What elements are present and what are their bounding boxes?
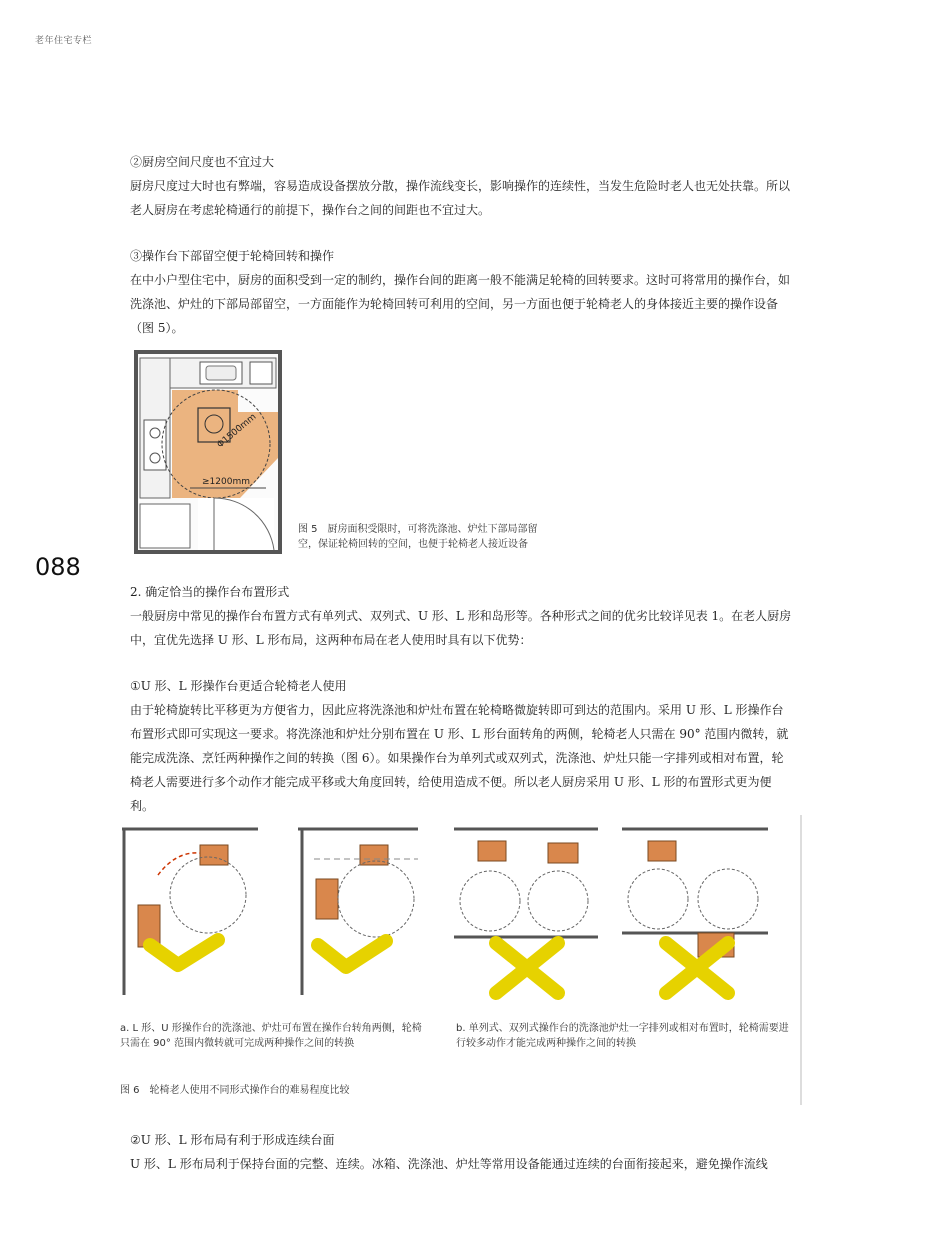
- figure-6b-caption: b. 单列式、双列式操作台的洗涤池炉灶一字排列或相对布置时，轮椅需要进行较多动作才能完成两种操作之间的转换: [456, 1023, 789, 1049]
- figure-6a-caption: a. L 形、U 形操作台的洗涤池、炉灶可布置在操作台转角两侧，轮椅只需在 90° 范围内微转就可完成两种操作之间的转换: [120, 1023, 422, 1049]
- dimension-width-label: ≥1200mm: [202, 477, 250, 487]
- section-u-l-wheelchair: [130, 674, 795, 818]
- page-number: 088: [35, 553, 81, 581]
- section-body: 由于轮椅旋转比平移更为方便省力，因此应将洗涤池和炉灶布置在轮椅略微旋转即可到达的范围内。采用 U 形、L 形操作台布置形式即可实现这一要求。将洗涤池和炉灶分别布置在 U 形、L 形台面转角的两侧，轮椅老人只需在 90° 范围内微转，就能完成洗涤、烹饪两种操作之间的转换（图 6）。如果操作台为单列式或双列式，洗涤池、炉灶只能一字排列或相对布置，轮椅老人需要进行多个动作才能完成平移或大角度回转，给使用造成不便。所以老人厨房采用 U 形、L 形的布置形式更为便利。: [130, 703, 789, 813]
- section-heading: ③操作台下部留空便于轮椅回转和操作: [130, 249, 335, 263]
- running-header: 老年住宅专栏: [35, 36, 93, 46]
- section-continuous-counter: [130, 1128, 795, 1176]
- section-heading: ①U 形、L 形操作台更适合轮椅老人使用: [130, 679, 347, 693]
- dimension-circle-label: Φ1500mm: [215, 412, 259, 451]
- section-body: 厨房尺度过大时也有弊端，容易造成设备摆放分散，操作流线变长，影响操作的连续性，当发生危险时老人也无处扶靠。所以老人厨房在考虑轮椅通行的前提下，操作台之间的间距也不宜过大。: [130, 179, 791, 217]
- figure-5-caption: 图 5 厨房面积受限时，可将洗涤池、炉灶下部局部留空，保证轮椅回转的空间，也便于轮椅老人接近设备: [298, 524, 538, 550]
- section-body: 在中小户型住宅中，厨房的面积受到一定的制约，操作台间的距离一般不能满足轮椅的回转要求。这时可将常用的操作台，如洗涤池、炉灶的下部局部留空，一方面能作为轮椅回转可利用的空间，另一方面也便于轮椅老人的身体接近主要的操作设备（图 5）。: [130, 273, 791, 335]
- section-layout-choice: [130, 580, 795, 652]
- figure-6: [118, 815, 803, 1107]
- section-body: 一般厨房中常见的操作台布置方式有单列式、双列式、U 形、L 形和岛形等。各种形式之间的优劣比较详见表 1。在老人厨房中，宜优先选择 U 形、L 形布局，这两种布局在老人使用时具有以下优势：: [130, 609, 792, 647]
- section-heading: ②U 形、L 形布局有利于形成连续台面: [130, 1133, 335, 1147]
- section-body: U 形、L 形布局利于保持台面的完整、连续。冰箱、洗涤池、炉灶等常用设备能通过连续的台面衔接起来，避免操作流线: [130, 1157, 768, 1171]
- figure-6-caption: 图 6 轮椅老人使用不同形式操作台的难易程度比较: [120, 1085, 350, 1096]
- section-counter-clearance: [130, 244, 795, 340]
- section-kitchen-size: [130, 150, 795, 222]
- section-heading: ②厨房空间尺度也不宜过大: [130, 155, 275, 169]
- section-heading: 2. 确定恰当的操作台布置形式: [130, 585, 290, 599]
- wheelchair-layout-comparison: [118, 815, 803, 1107]
- figure-5: [130, 348, 540, 560]
